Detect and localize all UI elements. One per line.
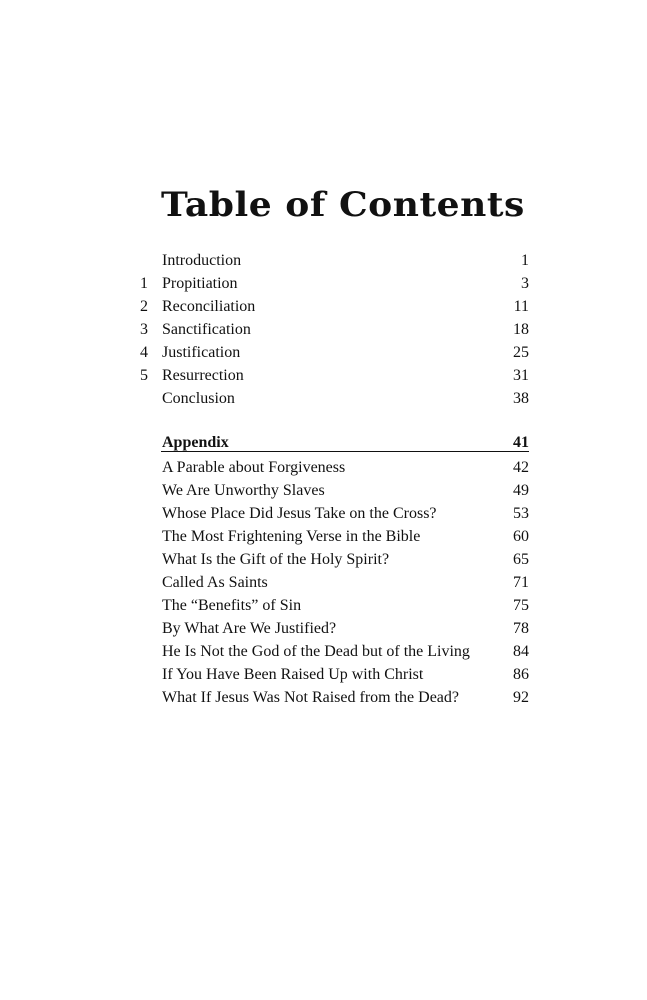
chapter-title: Sanctification: [162, 321, 251, 338]
appendix-item-title: By What Are We Justified?: [162, 620, 337, 637]
appendix-title: Appendix: [162, 434, 229, 451]
page-number: 38: [513, 390, 529, 407]
chapter-title: Justification: [162, 344, 241, 361]
appendix-item-title: What Is the Gift of the Holy Spirit?: [162, 551, 390, 568]
toc-row-conclusion[interactable]: [0, 387, 647, 410]
page-number: 60: [513, 528, 529, 545]
appendix-item[interactable]: [0, 456, 647, 479]
page-number: 86: [513, 666, 529, 683]
page-number: 75: [513, 597, 529, 614]
chapter-number: 2: [140, 298, 148, 315]
page-number: 71: [513, 574, 529, 591]
chapter-title: Conclusion: [162, 390, 235, 407]
appendix-item-title: He Is Not the God of the Dead but of the Living: [162, 643, 470, 660]
appendix-item[interactable]: [0, 525, 647, 548]
page-number: 31: [513, 367, 529, 384]
appendix-list: [0, 456, 647, 709]
chapter-number: 5: [140, 367, 148, 384]
chapter-number: 1: [140, 275, 148, 292]
page-number: 84: [513, 643, 529, 660]
toc-row-introduction[interactable]: [0, 249, 647, 272]
toc-row-sanctification[interactable]: [0, 318, 647, 341]
appendix-section: [0, 433, 647, 709]
appendix-item-title: The “Benefits” of Sin: [162, 597, 302, 614]
chapter-number: 4: [140, 344, 148, 361]
appendix-page-number: 41: [513, 434, 529, 451]
appendix-underline: [161, 451, 529, 452]
chapter-title: Reconciliation: [162, 298, 256, 315]
chapter-title: Resurrection: [162, 367, 244, 384]
page-number: 25: [513, 344, 529, 361]
toc-row-justification[interactable]: [0, 341, 647, 364]
page-number: 53: [513, 505, 529, 522]
chapter-title: Propitiation: [162, 275, 238, 292]
appendix-item[interactable]: [0, 571, 647, 594]
appendix-heading[interactable]: [0, 433, 647, 452]
appendix-item[interactable]: [0, 594, 647, 617]
page-number: 42: [513, 459, 529, 476]
appendix-item[interactable]: [0, 548, 647, 571]
page-number: 49: [513, 482, 529, 499]
page-number: 18: [513, 321, 529, 338]
chapter-title: Introduction: [162, 252, 242, 269]
appendix-item[interactable]: [0, 479, 647, 502]
appendix-item-title: The Most Frightening Verse in the Bible: [162, 528, 421, 545]
toc-row-resurrection[interactable]: [0, 364, 647, 387]
page-title: Table of Contents: [161, 185, 525, 225]
page-number: 92: [513, 689, 529, 706]
appendix-item-title: A Parable about Forgiveness: [162, 459, 346, 476]
appendix-item[interactable]: [0, 663, 647, 686]
chapter-list: [0, 249, 647, 410]
page-number: 3: [521, 275, 529, 292]
toc-row-reconciliation[interactable]: [0, 295, 647, 318]
appendix-item[interactable]: [0, 686, 647, 709]
appendix-item[interactable]: [0, 502, 647, 525]
page-number: 11: [513, 298, 529, 315]
appendix-item[interactable]: [0, 617, 647, 640]
appendix-item-title: What If Jesus Was Not Raised from the Dead?: [162, 689, 459, 706]
appendix-item-title: Called As Saints: [162, 574, 268, 591]
appendix-item-title: If You Have Been Raised Up with Christ: [162, 666, 424, 683]
toc-row-propitiation[interactable]: [0, 272, 647, 295]
appendix-item[interactable]: [0, 640, 647, 663]
page-number: 1: [521, 252, 529, 269]
appendix-item-title: Whose Place Did Jesus Take on the Cross?: [162, 505, 437, 522]
page-number: 65: [513, 551, 529, 568]
chapter-number: 3: [140, 321, 148, 338]
page-number: 78: [513, 620, 529, 637]
appendix-item-title: We Are Unworthy Slaves: [162, 482, 325, 499]
